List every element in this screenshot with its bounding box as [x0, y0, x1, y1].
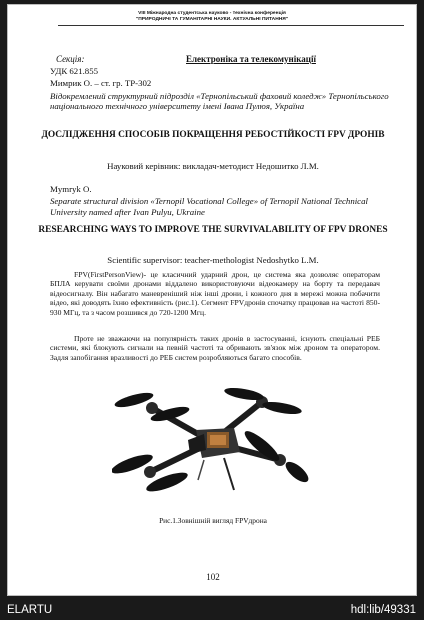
supervisor-en: Scientific supervisor: teacher-methologist Nedoshytko L.M. — [107, 255, 319, 265]
fpv-drone-photo — [112, 380, 312, 515]
paper-title-en: RESEARCHING WAYS TO IMPROVE THE SURVIVALABILITY OF FPV DRONES — [38, 225, 388, 235]
section-label: Секція: — [56, 54, 85, 64]
section-value: Електроніка та телекомунікації — [186, 54, 316, 64]
author-en: Mymryk O. — [50, 184, 92, 194]
conference-line-2: "ПРИРОДНИЧІ ТА ГУМАНІТАРНІ НАУКИ. АКТУАЛЬНІ ПИТАННЯ" — [135, 17, 289, 22]
author: Мимрик О. – ст. гр. ТР-302 — [50, 78, 152, 88]
conference-line-1: VIII Міжнародна студентська науково - технічна конференція — [138, 11, 286, 16]
supervisor: Науковий керівник: викладач-методист Недошитко Л.М. — [107, 161, 319, 171]
udk-code: УДК 621.855 — [50, 66, 98, 76]
document-page — [7, 4, 417, 596]
body-paragraph-2: Проте не зважаючи на популярність таких дронів в застосуванні, існують спеціальні РЕБ системи, які блокують сигнали на певній частоті та обривають зв'язок між дроном та оператором. Задля запобігання вразливості до РЕБ систем розробляються багато способів. — [50, 334, 380, 362]
header-divider — [58, 25, 404, 26]
handle-identifier: hdl:lib/49331 — [350, 604, 416, 616]
affiliation: Відокремлений структурний підрозділ «Тернопільський фаховий коледж» Тернопільського національного технічного університету імені Івана Пулюя, Україна — [50, 91, 389, 112]
conference-header — [8, 11, 416, 23]
page-number: 102 — [206, 572, 220, 582]
body-paragraph-1: FPV(FirstPersonView)- це класичний ударний дрон, це система яка дозволяє операторам БПЛА керувати своїми дронами віддалено використовуючи відеокамеру на борту та передавач відеосигналу. Він набагато маневреніший ніж інші дрони, і кожного дня в мережі можна побачити відео, які доводять їхню ефективність (рис.1). Сегмент FPVдронів спочатку працював на частоті 850-930 МГц, та з часом розшився до 720-1200 Мгц. — [50, 270, 380, 317]
paper-title: ДОСЛІДЖЕННЯ СПОСОБІВ ПОКРАЩЕННЯ РЕБОСТІЙКОСТІ FPV ДРОНІВ — [41, 130, 385, 140]
figure-caption: Рис.1.Зовнішній вигляд FPVдрона — [159, 516, 267, 525]
affiliation-en: Separate structural division «Ternopil Vocational College» of Ternopil National Technical University named after Ivan Pulyu, Ukraine — [50, 196, 368, 217]
repository-label: ELARTU — [7, 604, 53, 616]
viewer-footer-bar — [0, 600, 424, 620]
